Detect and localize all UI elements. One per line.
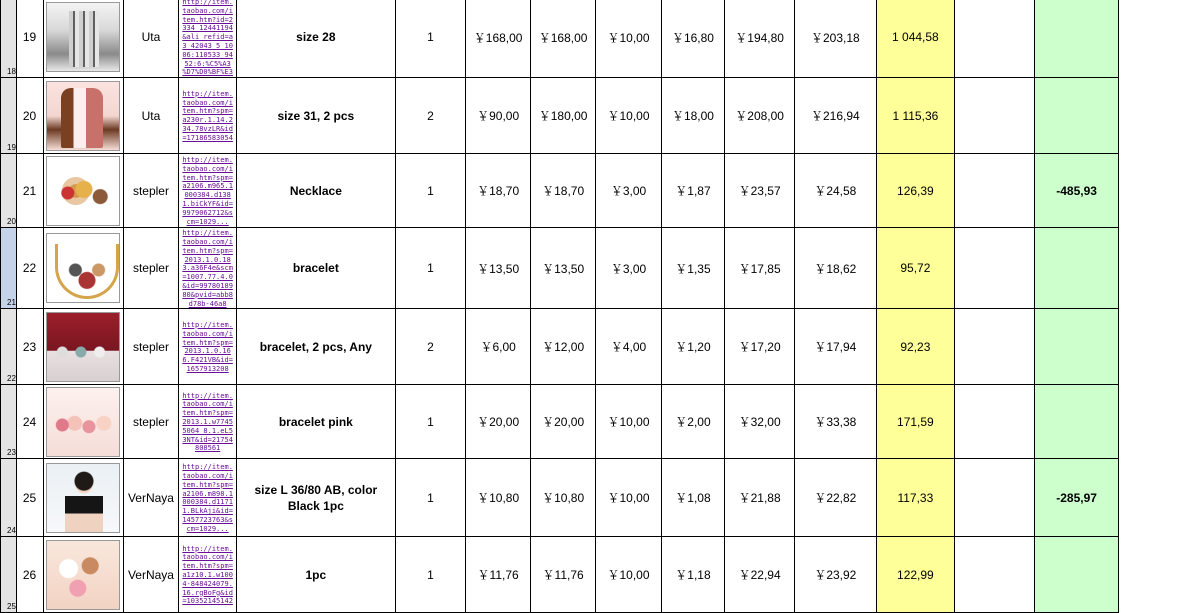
fee-cell[interactable]: ￥1,08 — [661, 459, 725, 537]
product-link[interactable]: http://item.taobao.com/item.htm?id=2334 12441194&ali_refid=a3_42043 5_1006:110533 9452:6:%C5%A3 %D7%D0%BF%E3 — [182, 0, 233, 77]
price-cell[interactable]: ￥18,70 — [466, 154, 531, 228]
total-with-fee-cell[interactable]: ￥22,82 — [794, 459, 876, 537]
product-thumbnail[interactable] — [46, 463, 120, 533]
product-image-cell[interactable] — [43, 78, 123, 154]
fee-cell[interactable]: ￥16,80 — [661, 0, 725, 78]
rub-amount-cell[interactable]: 126,39 — [876, 154, 954, 228]
shipping-cell[interactable]: ￥3,00 — [596, 154, 661, 228]
product-image-cell[interactable] — [43, 154, 123, 228]
product-link[interactable]: http://item.taobao.com/item.htm?spm=2013.1.0.183.a36F4e&scm=1007.77.4.0&id=9978018980&pvid=abb8d78b-46a8 — [182, 229, 233, 308]
row-number: 20 — [7, 217, 16, 227]
item-number-cell[interactable]: 20 — [16, 78, 43, 154]
total-cell[interactable]: ￥23,57 — [725, 154, 795, 228]
fee-cell[interactable]: ￥1,35 — [661, 228, 725, 309]
table-row — [1, 385, 1200, 459]
row-number: 23 — [7, 448, 16, 458]
fee-cell[interactable]: ￥1,18 — [661, 537, 725, 613]
difference-cell[interactable] — [1035, 78, 1119, 154]
product-link-cell[interactable] — [179, 385, 237, 459]
note-cell[interactable] — [955, 537, 1035, 613]
description-cell[interactable]: size L 36/80 AB, color Black 1pc — [237, 459, 396, 537]
subtotal-cell[interactable]: ￥11,76 — [530, 537, 595, 613]
subtotal-cell[interactable]: ￥168,00 — [530, 0, 595, 78]
seller-cell[interactable]: Uta — [123, 78, 179, 154]
shipping-cell[interactable]: ￥10,00 — [596, 78, 661, 154]
table-row — [1, 309, 1200, 385]
quantity-cell[interactable]: 1 — [395, 459, 466, 537]
seller-cell[interactable]: stepler — [123, 385, 179, 459]
product-link[interactable]: http://item.taobao.com/item.htm?spm=a230r.1.14.234.78vzLR&id=17186583054 — [182, 89, 233, 142]
row-number: 25 — [7, 602, 16, 612]
seller-cell[interactable]: VerNaya — [123, 459, 179, 537]
description-cell[interactable]: bracelet pink — [237, 385, 396, 459]
quantity-cell[interactable]: 1 — [395, 228, 466, 309]
product-image-cell[interactable] — [43, 537, 123, 613]
row-header[interactable] — [1, 78, 17, 154]
price-cell[interactable]: ￥13,50 — [466, 228, 531, 309]
row-header[interactable] — [1, 385, 17, 459]
row-number: 24 — [7, 526, 16, 536]
difference-cell[interactable]: -285,97 — [1035, 459, 1119, 537]
total-cell[interactable]: ￥208,00 — [725, 78, 795, 154]
description-cell[interactable]: Necklace — [237, 154, 396, 228]
difference-cell[interactable] — [1035, 228, 1119, 309]
item-number-cell[interactable]: 26 — [16, 537, 43, 613]
item-number-cell[interactable]: 19 — [16, 0, 43, 78]
item-number-cell[interactable]: 22 — [16, 228, 43, 309]
quantity-cell[interactable]: 2 — [395, 309, 466, 385]
product-thumbnail[interactable] — [46, 387, 120, 457]
total-with-fee-cell[interactable]: ￥33,38 — [794, 385, 876, 459]
description-cell[interactable]: 1pc — [237, 537, 396, 613]
subtotal-cell[interactable]: ￥180,00 — [530, 78, 595, 154]
rub-amount-cell[interactable]: 122,99 — [876, 537, 954, 613]
fee-cell[interactable]: ￥1,87 — [661, 154, 725, 228]
product-link-cell[interactable] — [179, 228, 237, 309]
product-image-cell[interactable] — [43, 0, 123, 78]
total-with-fee-cell[interactable]: ￥24,58 — [794, 154, 876, 228]
seller-cell[interactable]: stepler — [123, 154, 179, 228]
note-cell[interactable] — [955, 459, 1035, 537]
description-cell[interactable]: bracelet — [237, 228, 396, 309]
shipping-cell[interactable]: ￥10,00 — [596, 459, 661, 537]
product-thumbnail[interactable] — [46, 540, 120, 610]
total-cell[interactable]: ￥17,20 — [725, 309, 795, 385]
rub-amount-cell[interactable]: 95,72 — [876, 228, 954, 309]
product-thumbnail[interactable] — [46, 156, 120, 226]
note-cell[interactable] — [955, 0, 1035, 78]
rub-amount-cell[interactable]: 117,33 — [876, 459, 954, 537]
product-thumbnail[interactable] — [46, 2, 120, 72]
fee-cell[interactable]: ￥2,00 — [661, 385, 725, 459]
seller-cell[interactable]: VerNaya — [123, 537, 179, 613]
row-header[interactable] — [1, 459, 17, 537]
total-cell[interactable]: ￥22,94 — [725, 537, 795, 613]
subtotal-cell[interactable]: ￥12,00 — [530, 309, 595, 385]
total-with-fee-cell[interactable]: ￥203,18 — [794, 0, 876, 78]
rub-amount-cell[interactable]: 171,59 — [876, 385, 954, 459]
subtotal-cell[interactable]: ￥18,70 — [530, 154, 595, 228]
subtotal-cell[interactable]: ￥13,50 — [530, 228, 595, 309]
table-row — [1, 78, 1200, 154]
row-number: 19 — [7, 143, 16, 153]
total-with-fee-cell[interactable]: ￥216,94 — [794, 78, 876, 154]
table-row — [1, 537, 1200, 613]
note-cell[interactable] — [955, 309, 1035, 385]
product-image-cell[interactable] — [43, 228, 123, 309]
row-number: 21 — [7, 298, 16, 308]
subtotal-cell[interactable]: ￥20,00 — [530, 385, 595, 459]
shipping-cell[interactable]: ￥10,00 — [596, 385, 661, 459]
table-row — [1, 459, 1200, 537]
product-thumbnail[interactable] — [46, 312, 120, 382]
difference-cell[interactable] — [1035, 385, 1119, 459]
product-link[interactable]: http://item.taobao.com/item.htm?spm=2013.1.w77455064 8.1.eL53NT&id=21754808561 — [182, 391, 233, 453]
difference-cell[interactable] — [1035, 309, 1119, 385]
total-with-fee-cell[interactable]: ￥17,94 — [794, 309, 876, 385]
product-image-cell[interactable] — [43, 385, 123, 459]
price-cell[interactable]: ￥90,00 — [466, 78, 531, 154]
table-row — [1, 228, 1200, 309]
fee-cell[interactable]: ￥18,00 — [661, 78, 725, 154]
product-link-cell[interactable] — [179, 0, 237, 78]
row-header[interactable] — [1, 228, 17, 309]
subtotal-cell[interactable]: ￥10,80 — [530, 459, 595, 537]
note-cell[interactable] — [955, 78, 1035, 154]
shipping-cell[interactable]: ￥3,00 — [596, 228, 661, 309]
rub-amount-cell[interactable]: 1 044,58 — [876, 0, 954, 78]
item-number-cell[interactable]: 23 — [16, 309, 43, 385]
product-thumbnail[interactable] — [46, 81, 120, 151]
total-cell[interactable]: ￥32,00 — [725, 385, 795, 459]
product-image-cell[interactable] — [43, 309, 123, 385]
row-number: 22 — [7, 374, 16, 384]
description-cell[interactable]: bracelet, 2 pcs, Any — [237, 309, 396, 385]
product-link-cell[interactable] — [179, 459, 237, 537]
price-cell[interactable]: ￥6,00 — [466, 309, 531, 385]
row-header[interactable] — [1, 154, 17, 228]
product-link-cell[interactable] — [179, 309, 237, 385]
row-header[interactable] — [1, 0, 17, 78]
product-link-cell[interactable] — [179, 537, 237, 613]
product-link[interactable]: http://item.taobao.com/item.htm?spm=a2106.m898.1000384.d11711.BLkAji&id=1457723763&scm=1029... — [182, 463, 233, 533]
product-link[interactable]: http://item.taobao.com/item.htm?spm=a1z10.1.w1004-848424079.16.rgBoFg&id=10352145142 — [182, 544, 233, 606]
note-cell[interactable] — [955, 154, 1035, 228]
rub-amount-cell[interactable]: 92,23 — [876, 309, 954, 385]
product-link-cell[interactable] — [179, 78, 237, 154]
description-cell[interactable]: size 28 — [237, 0, 396, 78]
difference-cell[interactable] — [1035, 0, 1119, 78]
item-number-cell[interactable]: 25 — [16, 459, 43, 537]
seller-cell[interactable]: Uta — [123, 0, 179, 78]
note-cell[interactable] — [955, 385, 1035, 459]
row-number: 18 — [7, 67, 16, 77]
difference-cell[interactable]: -485,93 — [1035, 154, 1119, 228]
total-cell[interactable]: ￥17,85 — [725, 228, 795, 309]
shipping-cell[interactable]: ￥4,00 — [596, 309, 661, 385]
price-cell[interactable]: ￥11,76 — [466, 537, 531, 613]
table-row — [1, 0, 1200, 78]
product-image-cell[interactable] — [43, 459, 123, 537]
rub-amount-cell[interactable]: 1 115,36 — [876, 78, 954, 154]
description-cell[interactable]: size 31, 2 pcs — [237, 78, 396, 154]
row-header[interactable] — [1, 537, 17, 613]
quantity-cell[interactable]: 1 — [395, 537, 466, 613]
difference-cell[interactable] — [1035, 537, 1119, 613]
item-number-cell[interactable]: 21 — [16, 154, 43, 228]
price-cell[interactable]: ￥20,00 — [466, 385, 531, 459]
note-cell[interactable] — [955, 228, 1035, 309]
total-cell[interactable]: ￥194,80 — [725, 0, 795, 78]
table-row — [1, 154, 1200, 228]
product-link[interactable]: http://item.taobao.com/item.htm?spm=a2106.m965.1000384.d1381.biCkYF&id=9979062712&scm=1029... — [182, 155, 233, 226]
seller-cell[interactable]: stepler — [123, 309, 179, 385]
total-with-fee-cell[interactable]: ￥23,92 — [794, 537, 876, 613]
quantity-cell[interactable]: 2 — [395, 78, 466, 154]
item-number-cell[interactable]: 24 — [16, 385, 43, 459]
price-cell[interactable]: ￥10,80 — [466, 459, 531, 537]
shipping-cell[interactable]: ￥10,00 — [596, 537, 661, 613]
total-with-fee-cell[interactable]: ￥18,62 — [794, 228, 876, 309]
quantity-cell[interactable]: 1 — [395, 154, 466, 228]
quantity-cell[interactable]: 1 — [395, 385, 466, 459]
product-thumbnail[interactable] — [46, 233, 120, 303]
row-header[interactable] — [1, 309, 17, 385]
quantity-cell[interactable]: 1 — [395, 0, 466, 78]
seller-cell[interactable]: stepler — [123, 228, 179, 309]
product-link[interactable]: http://item.taobao.com/item.htm?spm=2013.1.0.166.F421VB&id=1657913208 — [182, 320, 233, 373]
fee-cell[interactable]: ￥1,20 — [661, 309, 725, 385]
total-cell[interactable]: ￥21,88 — [725, 459, 795, 537]
price-cell[interactable]: ￥168,00 — [466, 0, 531, 78]
shipping-cell[interactable]: ￥10,00 — [596, 0, 661, 78]
product-link-cell[interactable] — [179, 154, 237, 228]
